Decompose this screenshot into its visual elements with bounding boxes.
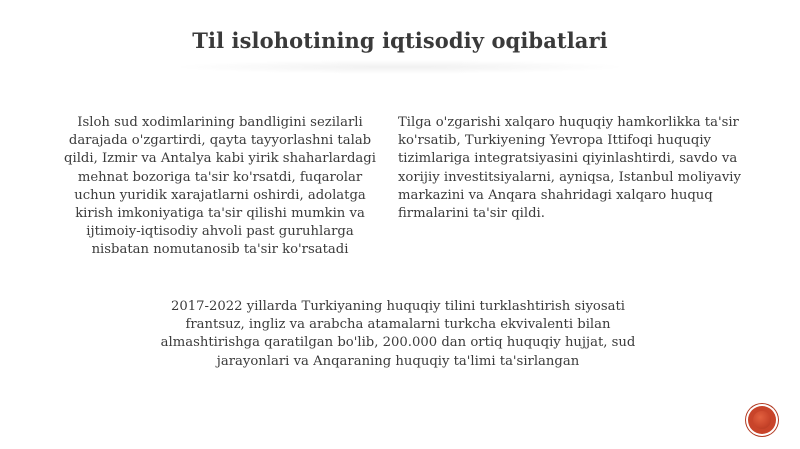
slide-title: Til islohotining iqtisodiy oqibatlari (192, 28, 608, 53)
slide-nav-button[interactable] (748, 406, 776, 434)
left-paragraph: Isloh sud xodimlarining bandligini sezilarli darajada o'zgartirdi, qayta tayyorlashni talab qildi, Izmir va Antalya kabi yirik shaharlardagi mehnat bozoriga ta'sir ko'rsatdi, fuqarolar uchun yuridik xarajatlarni oshirdi, adolatga kirish imkoniyatiga ta'sir qilishi mumkin va ijtimoiy-iqtisodiy ahvoli past guruhlarga nisbatan nomutanosib ta'sir ko'rsatadi (64, 115, 376, 258)
right-paragraph: Tilga o'zgarishi xalqaro huquqiy hamkorlikka ta'sir ko'rsatib, Turkiyening Yevropa Ittifoqi huquqiy tizimlariga integratsiyasini qiyinlashtirdi, savdo va xorijiy investitsiyalarni, ayniqsa, Istanbul moliyaviy markazini va Anqara shahridagi xalqaro huquq firmalarini ta'sir qildi. (398, 115, 741, 222)
bottom-paragraph: 2017-2022 yillarda Turkiyaning huquqiy tilini turklashtirish siyosati frantsuz, ingliz va arabcha atamalarni turkcha ekvivalenti bilan almashtirishga qaratilgan bo'lib, 200.000 dan ortiq huquqiy hujjat, sud jarayonlari va Anqaraning huquqiy ta'limi ta'sirlangan (160, 299, 636, 369)
circle-nav-icon (753, 411, 771, 429)
title-underline-shadow (170, 60, 630, 74)
